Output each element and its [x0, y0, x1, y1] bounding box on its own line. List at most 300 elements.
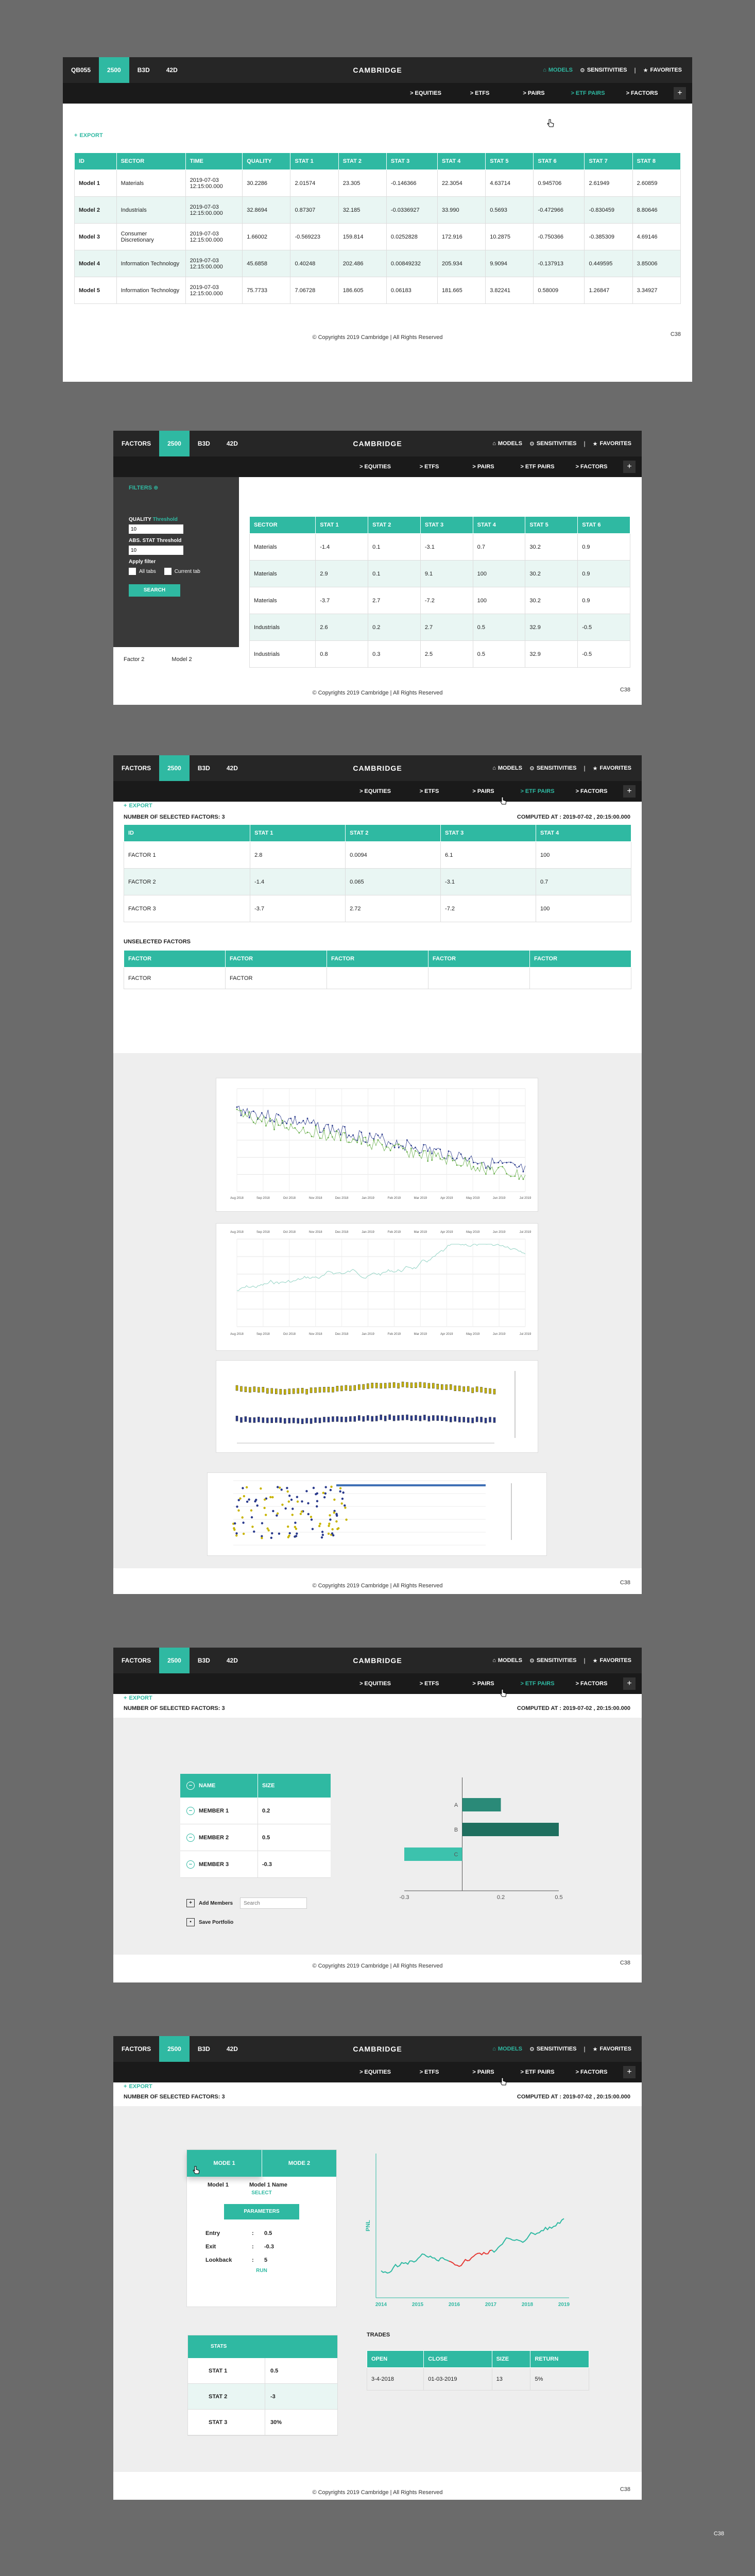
- top-nav: [113, 1648, 642, 1673]
- star-icon: ★: [592, 440, 598, 447]
- members-table: [180, 1774, 331, 1878]
- column-header[interactable]: FACTOR: [428, 951, 530, 968]
- table-cell: 205.934: [437, 250, 485, 277]
- plus-icon: +: [124, 803, 127, 809]
- column-header[interactable]: STAT 3: [420, 517, 473, 534]
- tab-b3d[interactable]: B3D: [197, 765, 210, 772]
- upper-band-marker: [432, 1383, 434, 1388]
- series-point: [514, 1164, 516, 1165]
- mode1-tab[interactable]: MODE 1: [187, 2150, 262, 2177]
- sub-etfs[interactable]: > ETFS: [419, 1681, 439, 1687]
- tab-42d[interactable]: 42D: [166, 66, 178, 74]
- series-point: [348, 1134, 350, 1136]
- series-point: [298, 1122, 300, 1123]
- run-button[interactable]: RUN: [256, 2268, 267, 2274]
- models-table: [74, 152, 681, 304]
- filters-label: FILTERS: [129, 485, 152, 491]
- export-label: EXPORT: [129, 1695, 152, 1701]
- series-point: [323, 1129, 325, 1131]
- column-header[interactable]: ID: [75, 153, 117, 170]
- x-tick-label: Nov 2018: [308, 1197, 322, 1200]
- sub-pairs[interactable]: > PAIRS: [472, 464, 494, 470]
- table-cell: FACTOR: [226, 968, 327, 989]
- quality-threshold-input[interactable]: [129, 524, 183, 534]
- top-nav: [113, 431, 642, 456]
- series-point: [311, 1136, 313, 1137]
- column-header[interactable]: FACTOR: [124, 951, 226, 968]
- column-header[interactable]: STAT 1: [316, 517, 368, 534]
- scatter-chart-svg: [208, 1473, 547, 1556]
- scatter-point: [243, 1533, 245, 1535]
- column-header[interactable]: STAT 2: [346, 825, 441, 842]
- scatter-point: [301, 1500, 303, 1502]
- table-cell: 23.305: [338, 170, 386, 197]
- sub-equities[interactable]: > EQUITIES: [410, 90, 441, 96]
- table-row[interactable]: [250, 641, 630, 668]
- trades-table: [367, 2350, 589, 2391]
- search-button[interactable]: SEARCH: [129, 584, 180, 597]
- home-icon: ⌂: [492, 1657, 496, 1664]
- mode2-tab[interactable]: MODE 2: [262, 2150, 336, 2177]
- gear-icon: ⚙: [579, 67, 585, 74]
- models-link[interactable]: [492, 765, 522, 771]
- name-header: NAME: [199, 1783, 216, 1789]
- column-header[interactable]: STAT 5: [486, 153, 534, 170]
- series-point: [473, 1162, 474, 1163]
- footer-copyright: © Copyrights 2019 Cambridge | All Rights Reserved: [312, 334, 443, 341]
- member-row[interactable]: [180, 1851, 331, 1878]
- sub-etf-pairs[interactable]: > ETF PAIRS: [520, 788, 555, 794]
- table-row[interactable]: [75, 197, 681, 224]
- series-point: [406, 1139, 408, 1141]
- table-row[interactable]: [250, 587, 630, 614]
- sensitivities-link[interactable]: [529, 765, 577, 772]
- line-chart-2: [216, 1223, 538, 1351]
- table-row[interactable]: [75, 250, 681, 277]
- table-row[interactable]: [124, 842, 631, 869]
- lower-band-marker: [489, 1417, 491, 1422]
- sub-etf-pairs[interactable]: > ETF PAIRS: [520, 2069, 555, 2075]
- upper-band-marker: [493, 1389, 495, 1394]
- table-cell: 0.1: [368, 534, 421, 561]
- sub-factors[interactable]: > FACTORS: [575, 2069, 608, 2075]
- upper-band-marker: [275, 1389, 277, 1394]
- series-point: [497, 1162, 499, 1163]
- sub-pairs[interactable]: > PAIRS: [472, 2069, 494, 2075]
- tab-2500[interactable]: 2500: [159, 431, 190, 456]
- sub-pairs[interactable]: > PAIRS: [523, 90, 545, 96]
- scatter-point: [331, 1532, 333, 1534]
- filter-panel: [113, 477, 239, 647]
- models-link[interactable]: [492, 440, 522, 447]
- scatter-point: [330, 1486, 332, 1488]
- sensitivities-label: SENSITIVITIES: [587, 67, 627, 73]
- sub-etfs[interactable]: > ETFS: [419, 2069, 439, 2075]
- favorites-link[interactable]: [593, 440, 631, 447]
- series-point: [415, 1150, 416, 1151]
- plus-icon: +: [124, 2083, 127, 2090]
- tab-42d[interactable]: 42D: [226, 1657, 238, 1664]
- column-header[interactable]: STAT 4: [437, 153, 485, 170]
- abs-threshold-input[interactable]: [129, 546, 183, 555]
- tab-factors[interactable]: FACTORS: [122, 2045, 151, 2053]
- add-button[interactable]: +: [623, 785, 636, 798]
- scatter-point: [328, 1522, 330, 1524]
- table-cell: 186.605: [338, 277, 386, 304]
- series-point: [423, 1144, 424, 1146]
- parameters-button[interactable]: PARAMETERS: [224, 2204, 299, 2219]
- upper-band-marker: [262, 1387, 264, 1392]
- column-header[interactable]: STAT 3: [386, 153, 437, 170]
- upper-band-marker: [315, 1387, 317, 1393]
- sensitivities-link[interactable]: [529, 1657, 577, 1664]
- top-nav: [113, 755, 642, 781]
- tab-b3d[interactable]: B3D: [197, 440, 210, 447]
- scatter-point: [312, 1528, 314, 1530]
- column-header[interactable]: STAT 1: [290, 153, 338, 170]
- export-link[interactable]: [124, 2083, 152, 2090]
- size-header: SIZE: [258, 1774, 274, 1798]
- remove-all-icon[interactable]: −: [186, 1782, 195, 1790]
- column-header[interactable]: STAT 8: [632, 153, 680, 170]
- current-tab-checkbox[interactable]: [164, 568, 171, 575]
- tab-42d[interactable]: 42D: [226, 765, 238, 772]
- tab-factors[interactable]: FACTORS: [122, 765, 151, 772]
- table-cell: 0.8: [316, 641, 368, 668]
- upper-band-marker: [293, 1388, 295, 1394]
- remove-member-icon[interactable]: −: [186, 1807, 195, 1815]
- sub-factors[interactable]: > FACTORS: [626, 90, 658, 96]
- table-row[interactable]: [250, 614, 630, 641]
- series-point: [448, 1155, 450, 1156]
- screen-backtest: [113, 2036, 642, 2500]
- lower-band-marker: [319, 1418, 321, 1423]
- column-header[interactable]: STAT 2: [368, 517, 421, 534]
- tab-factors[interactable]: FACTORS: [122, 1657, 151, 1664]
- sub-etf-pairs[interactable]: > ETF PAIRS: [571, 90, 605, 96]
- member-row[interactable]: [180, 1798, 331, 1824]
- upper-band-marker: [398, 1383, 400, 1388]
- column-header[interactable]: STAT 6: [534, 153, 585, 170]
- param-value[interactable]: -0.3: [264, 2244, 274, 2250]
- tab-qb055[interactable]: QB055: [71, 66, 91, 74]
- lower-band-marker: [315, 1417, 317, 1422]
- page-code: C38: [620, 1960, 630, 1966]
- table-row[interactable]: [124, 968, 631, 989]
- series-point: [402, 1145, 404, 1147]
- remove-member-icon[interactable]: −: [186, 1834, 195, 1842]
- column-header[interactable]: QUALITY: [243, 153, 290, 170]
- save-portfolio-icon[interactable]: ▪: [186, 1918, 195, 1926]
- sub-factors[interactable]: > FACTORS: [575, 1681, 608, 1687]
- series-point: [382, 1133, 383, 1135]
- scatter-point: [319, 1523, 321, 1525]
- series-point: [245, 1112, 246, 1114]
- tab-factors[interactable]: FACTORS: [122, 440, 151, 447]
- series-point: [356, 1142, 358, 1143]
- table-cell: 0.58009: [534, 277, 585, 304]
- sub-factors[interactable]: > FACTORS: [575, 788, 608, 794]
- series-point: [394, 1145, 396, 1146]
- column-header[interactable]: SIZE: [492, 2351, 530, 2368]
- lower-band-marker: [415, 1415, 417, 1420]
- sub-equities[interactable]: > EQUITIES: [359, 1681, 391, 1687]
- tab-b3d[interactable]: B3D: [137, 66, 150, 74]
- x-tick-label-top: Mar 2019: [414, 1231, 427, 1234]
- series-point: [410, 1147, 412, 1149]
- table-cell: 30.2: [525, 534, 578, 561]
- series-point: [489, 1168, 491, 1170]
- pnl-chart: [366, 2148, 577, 2318]
- column-header[interactable]: STAT 7: [585, 153, 632, 170]
- lower-band-marker: [345, 1417, 347, 1422]
- scatter-point: [342, 1492, 344, 1494]
- column-header[interactable]: STAT 1: [250, 825, 346, 842]
- series-point: [236, 1109, 238, 1110]
- table-cell: Consumer Discretionary: [116, 224, 185, 250]
- sub-factors[interactable]: > FACTORS: [575, 464, 608, 470]
- scatter-point: [301, 1511, 303, 1513]
- favorites-link[interactable]: [593, 2046, 631, 2053]
- column-header[interactable]: FACTOR: [530, 951, 631, 968]
- add-button[interactable]: +: [623, 2066, 636, 2078]
- table-cell: Information Technology: [116, 277, 185, 304]
- lower-band-marker: [280, 1418, 282, 1423]
- tab-2500[interactable]: 2500: [159, 755, 190, 781]
- param-value[interactable]: 5: [264, 2257, 268, 2263]
- tab-2500[interactable]: 2500: [159, 2036, 190, 2062]
- table-row[interactable]: [75, 224, 681, 250]
- table-cell: Materials: [116, 170, 185, 197]
- upper-band-marker: [371, 1383, 373, 1388]
- models-label: MODELS: [497, 440, 522, 447]
- scatter-point: [261, 1537, 263, 1539]
- lower-band-marker: [493, 1417, 495, 1422]
- sub-etf-pairs[interactable]: > ETF PAIRS: [520, 464, 555, 470]
- x-tick-label: Aug 2018: [230, 1197, 244, 1200]
- parameters-list: [187, 2219, 336, 2267]
- filters-toggle[interactable]: [129, 484, 224, 491]
- export-link[interactable]: [124, 1695, 152, 1701]
- models-link[interactable]: [543, 67, 573, 73]
- sensitivities-link[interactable]: [529, 440, 577, 447]
- scatter-point: [278, 1533, 280, 1535]
- column-header[interactable]: RETURN: [530, 2351, 589, 2368]
- sub-equities[interactable]: > EQUITIES: [359, 464, 391, 470]
- gear-icon: ⚙: [529, 1657, 535, 1664]
- column-header[interactable]: SECTOR: [116, 153, 185, 170]
- mode-panel: [186, 2149, 337, 2307]
- column-header[interactable]: FACTOR: [226, 951, 327, 968]
- lower-band-marker: [245, 1416, 247, 1421]
- table-row[interactable]: [250, 534, 630, 561]
- param-value[interactable]: 0.5: [264, 2230, 272, 2236]
- tab-b3d[interactable]: B3D: [197, 1657, 210, 1664]
- scatter-point: [261, 1522, 263, 1524]
- add-button[interactable]: +: [623, 461, 636, 473]
- sub-etfs[interactable]: > ETFS: [419, 464, 439, 470]
- series-point: [519, 1178, 520, 1180]
- series-point: [286, 1127, 287, 1129]
- upper-band-marker: [393, 1382, 395, 1387]
- models-link[interactable]: [492, 1657, 522, 1664]
- column-header[interactable]: STAT 6: [578, 517, 630, 534]
- scatter-point: [246, 1486, 248, 1488]
- add-members-icon[interactable]: +: [186, 1899, 195, 1907]
- unselected-factors-title: UNSELECTED FACTORS: [124, 939, 191, 945]
- table-row[interactable]: [75, 170, 681, 197]
- table-cell: Industrials: [116, 197, 185, 224]
- lower-band-marker: [467, 1417, 469, 1422]
- sensitivities-link[interactable]: [529, 2046, 577, 2053]
- upper-band-marker: [402, 1382, 404, 1387]
- favorites-label: FAVORITES: [599, 440, 631, 447]
- sub-pairs[interactable]: > PAIRS: [472, 1681, 494, 1687]
- scatter-point: [242, 1487, 244, 1489]
- table-row[interactable]: [367, 2368, 589, 2391]
- all-tabs-label: All tabs: [139, 568, 156, 574]
- upper-band-marker: [363, 1384, 365, 1389]
- threshold-label: Threshold: [152, 517, 178, 522]
- series-point: [278, 1114, 279, 1115]
- scatter-point: [255, 1499, 257, 1501]
- table-cell: -3.7: [316, 587, 368, 614]
- upper-band-marker: [375, 1383, 377, 1388]
- series-point: [398, 1147, 400, 1148]
- table-cell: 75.7733: [243, 277, 290, 304]
- brand-title: CAMBRIDGE: [353, 66, 402, 74]
- series-point: [315, 1126, 317, 1127]
- table-cell: 0.5693: [486, 197, 534, 224]
- favorites-link[interactable]: [593, 1657, 631, 1664]
- favorites-link[interactable]: [593, 765, 631, 772]
- outer-page-code: C38: [713, 2531, 724, 2537]
- lower-band-marker: [332, 1416, 334, 1421]
- sub-equities[interactable]: > EQUITIES: [359, 788, 391, 794]
- table-cell: 32.185: [338, 197, 386, 224]
- scatter-point: [269, 1496, 271, 1498]
- lower-band-marker: [393, 1416, 395, 1421]
- column-header[interactable]: SECTOR: [250, 517, 316, 534]
- x-tick-label: 2017: [485, 2302, 497, 2308]
- table-row[interactable]: [124, 869, 631, 895]
- table-row[interactable]: [75, 277, 681, 304]
- column-header[interactable]: FACTOR: [327, 951, 428, 968]
- upper-band-marker: [423, 1383, 425, 1388]
- tab-42d[interactable]: 42D: [226, 440, 238, 447]
- all-tabs-checkbox[interactable]: [129, 568, 136, 575]
- apply-filter-label: Apply filter: [129, 559, 156, 565]
- series-point: [493, 1162, 495, 1164]
- series-point: [253, 1110, 254, 1112]
- column-header[interactable]: TIME: [185, 153, 243, 170]
- series-point: [510, 1176, 511, 1177]
- scatter-point: [277, 1512, 279, 1514]
- add-button[interactable]: +: [674, 87, 686, 99]
- table-row[interactable]: [250, 561, 630, 587]
- scatter-chart: [207, 1472, 547, 1556]
- export-link[interactable]: [124, 803, 152, 809]
- column-header[interactable]: STAT 2: [338, 153, 386, 170]
- table-row[interactable]: [124, 895, 631, 922]
- member-size: 0.2: [258, 1798, 270, 1824]
- sub-nav: [63, 83, 692, 104]
- home-icon: ⌂: [543, 67, 546, 73]
- top-nav: [113, 2036, 642, 2062]
- favorites-link[interactable]: [643, 67, 682, 74]
- table-cell: 8.80646: [632, 197, 680, 224]
- tab-2500[interactable]: 2500: [99, 57, 129, 83]
- hand-cursor-icon: [500, 2077, 507, 2087]
- scatter-point: [241, 1516, 243, 1518]
- sub-etf-pairs[interactable]: > ETF PAIRS: [520, 1681, 555, 1687]
- table-cell: 100: [473, 587, 525, 614]
- column-header[interactable]: OPEN: [367, 2351, 424, 2368]
- table-cell: Model 2: [75, 197, 117, 224]
- sensitivities-link[interactable]: [580, 67, 627, 74]
- table-cell: 0.0094: [346, 842, 441, 869]
- sub-nav: [113, 781, 642, 802]
- table-cell: 2.01574: [290, 170, 338, 197]
- add-button[interactable]: +: [623, 1677, 636, 1690]
- select-link[interactable]: SELECT: [251, 2190, 272, 2196]
- column-header[interactable]: CLOSE: [424, 2351, 492, 2368]
- column-header[interactable]: STAT 3: [441, 825, 536, 842]
- remove-member-icon[interactable]: −: [186, 1860, 195, 1869]
- tab-42d[interactable]: 42D: [226, 2045, 238, 2053]
- sub-etfs[interactable]: > ETFS: [419, 788, 439, 794]
- column-header[interactable]: STAT 5: [525, 517, 578, 534]
- table-cell: 100: [473, 561, 525, 587]
- lower-band-marker: [463, 1417, 465, 1422]
- series-point: [510, 1162, 511, 1163]
- table-cell: 32.9: [525, 614, 578, 641]
- tab-2500[interactable]: 2500: [159, 1648, 190, 1673]
- series-line-green: [237, 1109, 525, 1179]
- table-cell: 2.8: [250, 842, 346, 869]
- table-cell: 0.0252828: [386, 224, 437, 250]
- series-point: [377, 1134, 379, 1136]
- export-link[interactable]: [74, 132, 103, 139]
- sub-equities[interactable]: > EQUITIES: [359, 2069, 391, 2075]
- top-nav: [63, 57, 692, 83]
- member-row[interactable]: [180, 1824, 331, 1851]
- scatter-point: [260, 1487, 262, 1489]
- table-cell: 2019-07-03 12:15:00.000: [185, 197, 243, 224]
- footer-copyright: © Copyrights 2019 Cambridge | All Rights Reserved: [312, 690, 443, 696]
- column-header[interactable]: STAT 4: [473, 517, 525, 534]
- table-cell: 32.9: [525, 641, 578, 668]
- scatter-point: [329, 1518, 331, 1520]
- favorites-label: FAVORITES: [599, 765, 631, 771]
- category-label: C: [454, 1852, 458, 1858]
- column-header[interactable]: ID: [124, 825, 250, 842]
- member-search-input[interactable]: [240, 1897, 307, 1909]
- selected-factors-count: NUMBER OF SELECTED FACTORS: 3: [124, 1705, 225, 1711]
- computed-at: COMPUTED AT : 2019-07-02 , 20:15:00.000: [517, 1705, 630, 1711]
- sub-etfs[interactable]: > ETFS: [470, 90, 490, 96]
- footer-copyright: © Copyrights 2019 Cambridge | All Rights Reserved: [312, 2489, 443, 2496]
- scatter-point: [250, 1510, 252, 1512]
- x-tick-label: Feb 2019: [387, 1197, 401, 1200]
- models-link[interactable]: [492, 2046, 522, 2052]
- sub-pairs[interactable]: > PAIRS: [472, 788, 494, 794]
- tab-b3d[interactable]: B3D: [197, 2045, 210, 2053]
- x-tick-label-top: May 2019: [466, 1231, 480, 1234]
- screen-portfolio: [113, 1648, 642, 1982]
- table-cell: 100: [536, 842, 631, 869]
- column-header[interactable]: STAT 4: [536, 825, 631, 842]
